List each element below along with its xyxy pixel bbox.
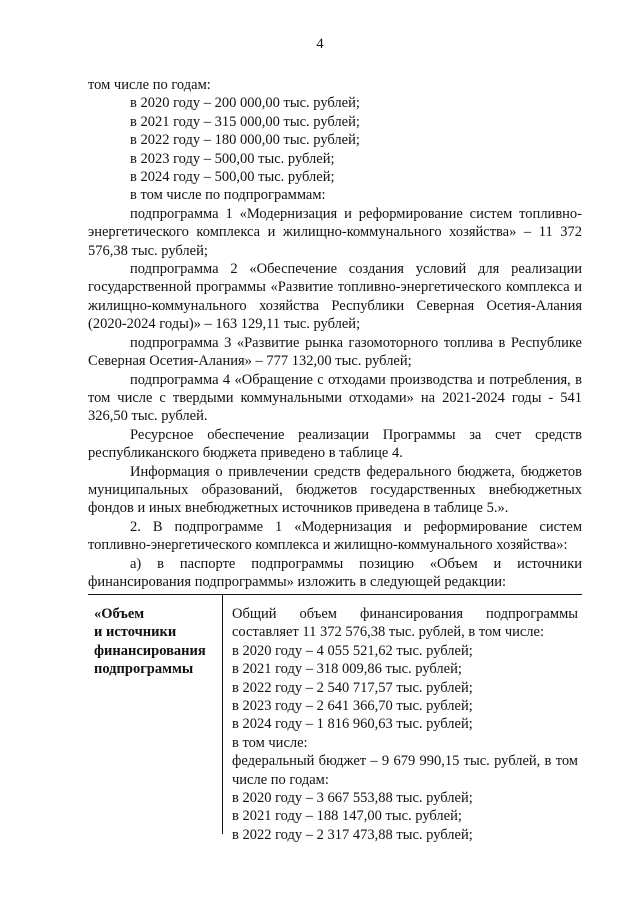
paragraph: том числе по годам:	[88, 77, 211, 93]
paragraph: в 2022 году – 180 000,00 тыс. рублей;	[130, 132, 360, 149]
paragraph: а) в паспорте подпрограммы позицию «Объем и источники финансирования подпрограммы» изложить в следующей редакции:	[88, 555, 582, 590]
table-row: в 2021 году – 188 147,00 тыс. рублей;	[232, 808, 462, 825]
table-row: в том числе:	[232, 734, 308, 751]
table-label-line: подпрограммы	[94, 661, 194, 678]
paragraph: в том числе по подпрограммам:	[130, 187, 326, 204]
table-value-cell	[232, 605, 578, 844]
table-label-cell	[94, 605, 218, 679]
paragraph: подпрограмма 4 «Обращение с отходами производства и потребления, в том числе с твердыми коммунальными отходами» на 2021-2024 годы - 541 326,50 тыс. рублей.	[88, 371, 582, 425]
table-top-border	[88, 594, 582, 595]
table-row: федеральный бюджет – 9 679 990,15 тыс. рублей, в том числе по годам:	[232, 753, 578, 788]
table-row: Общий объем финансирования подпрограммы составляет 11 372 576,38 тыс. рублей, в том числе:	[232, 606, 578, 641]
paragraph: в 2024 году – 500,00 тыс. рублей;	[130, 169, 335, 186]
paragraph: подпрограмма 3 «Развитие рынка газомоторного топлива в Республике Северная Осетия-Алания» – 777 132,00 тыс. рублей;	[88, 334, 582, 370]
table-row: в 2023 году – 2 641 366,70 тыс. рублей;	[232, 698, 473, 715]
paragraph: в 2021 году – 315 000,00 тыс. рублей;	[130, 113, 360, 130]
paragraph: подпрограмма 2 «Обеспечение создания условий для реализации государственной программы «Развитие топливно-энергетического комплекса и жилищно-коммунального хозяйства Республики Северная Осетия-Алания (2020-2024 годы)» – 163 129,11 тыс. рублей;	[88, 261, 582, 333]
table-column-divider	[222, 594, 223, 834]
paragraph: в 2020 году – 200 000,00 тыс. рублей;	[130, 95, 360, 112]
table-row: в 2020 году – 4 055 521,62 тыс. рублей;	[232, 642, 473, 659]
paragraph: в 2023 году – 500,00 тыс. рублей;	[130, 150, 335, 167]
paragraph: Информация о привлечении средств федерального бюджета, бюджетов муниципальных образований, бюджетов государственных внебюджетных фондов и иных внебюджетных источников приведена в таблице 5.».	[88, 463, 582, 517]
paragraph: Ресурсное обеспечение реализации Программы за счет средств республиканского бюджета приведено в таблице 4.	[88, 426, 582, 462]
table-row: в 2024 году – 1 816 960,63 тыс. рублей;	[232, 716, 473, 733]
table-row: в 2021 году – 318 009,86 тыс. рублей;	[232, 661, 462, 678]
document-body	[88, 76, 582, 591]
table-label-line: и источники	[94, 624, 177, 641]
page-number: 4	[316, 36, 324, 52]
table-row: в 2022 году – 2 540 717,57 тыс. рублей;	[232, 679, 473, 696]
table-label-line: «Объем	[94, 606, 145, 622]
table-label-line: финансирования	[94, 642, 206, 659]
paragraph: подпрограмма 1 «Модернизация и реформирование систем топливно-энергетического комплекса и жилищно-коммунального хозяйства» – 11 372 576,38 тыс. рублей;	[88, 205, 582, 259]
paragraph: 2. В подпрограмме 1 «Модернизация и реформирование систем топливно-энергетического комплекса и жилищно-коммунального хозяйства»:	[88, 518, 582, 554]
table-row: в 2022 году – 2 317 473,88 тыс. рублей;	[232, 826, 473, 843]
table-row: в 2020 году – 3 667 553,88 тыс. рублей;	[232, 790, 473, 807]
